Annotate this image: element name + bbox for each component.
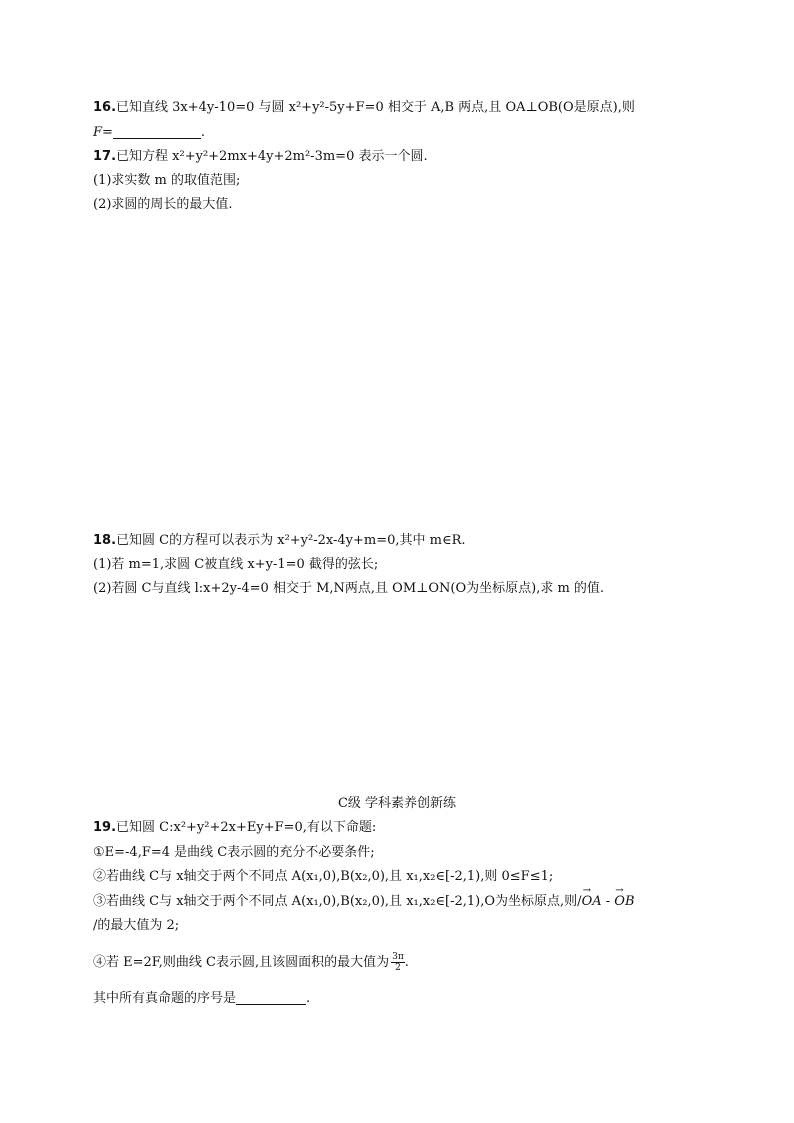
q19-text: 已知圆 C:x²+y²+2x+Ey+F=0,有以下命题: <box>116 820 377 835</box>
q18-sub1: (1)若 m=1,求圆 C被直线 x+y-1=0 截得的弦长; <box>93 557 379 572</box>
q16-answer-label: F= <box>93 125 113 140</box>
fraction-denominator: 2 <box>395 963 401 973</box>
vector-oa: → OA <box>582 893 602 911</box>
q19-p3-text: ③若曲线 C与 x轴交于两个不同点 A(x₁,0),B(x₂,0),且 x₁,x₂∈[-2,1),O为坐标原点,则/ <box>93 894 582 909</box>
q16-line1 <box>93 99 635 117</box>
q19-answer-line <box>93 990 310 1008</box>
q19-answer-prompt: 其中所有真命题的序号是 <box>93 991 237 1006</box>
q19-proposition-3 <box>93 893 635 911</box>
q18-text: 已知圆 C的方程可以表示为 x²+y²-2x-4y+m=0,其中 m∈R. <box>116 533 466 548</box>
q16-end: . <box>200 125 206 140</box>
vector-ob: → OB <box>614 893 634 911</box>
q18-sub2: (2)若圆 C与直线 l:x+2y-4=0 相交于 M,N两点,且 OM⊥ON(O为坐标原点),求 m 的值. <box>93 581 605 596</box>
q17-sub1: (1)求实数 m 的取值范围; <box>93 173 241 188</box>
q16-line2 <box>93 124 205 142</box>
q18-stem <box>93 532 466 550</box>
q19-p3-minus: - <box>601 894 615 909</box>
q17-text: 已知方程 x²+y²+2mx+4y+2m²-3m=0 表示一个圆. <box>116 149 428 164</box>
q19-proposition-1: ①E=-4,F=4 是曲线 C表示圆的充分不必要条件; <box>93 845 375 860</box>
q17-number: 17. <box>93 149 117 164</box>
fraction-3pi-over-2 <box>391 952 405 973</box>
q19-answer-blank <box>236 990 306 1005</box>
q19-proposition-4 <box>93 952 409 973</box>
q16-number: 16. <box>93 100 117 115</box>
q17-sub2: (2)求圆的周长的最大值. <box>93 197 233 212</box>
q19-number: 19. <box>93 820 117 835</box>
q17-stem <box>93 148 428 166</box>
q19-stem <box>93 819 376 837</box>
fraction-numerator: 3π <box>392 952 404 962</box>
q18-number: 18. <box>93 533 117 548</box>
section-title: C级 学科素养创新练 <box>337 796 457 811</box>
q19-proposition-2: ②若曲线 C与 x轴交于两个不同点 A(x₁,0),B(x₂,0),且 x₁,x₂∈[-2,1),则 0≤F≤1; <box>93 869 554 884</box>
q16-answer-blank <box>113 124 201 139</box>
q19-proposition-3-cont: /的最大值为 2; <box>93 918 180 933</box>
q16-text: 已知直线 3x+4y-10=0 与圆 x²+y²-5y+F=0 相交于 A,B 两点,且 OA⊥OB(O是原点),则 <box>116 100 635 115</box>
q19-p4-end: . <box>404 955 409 970</box>
q19-answer-end: . <box>306 991 311 1006</box>
q19-p4-text: ④若 E=2F,则曲线 C表示圆,且该圆面积的最大值为 <box>93 955 390 970</box>
